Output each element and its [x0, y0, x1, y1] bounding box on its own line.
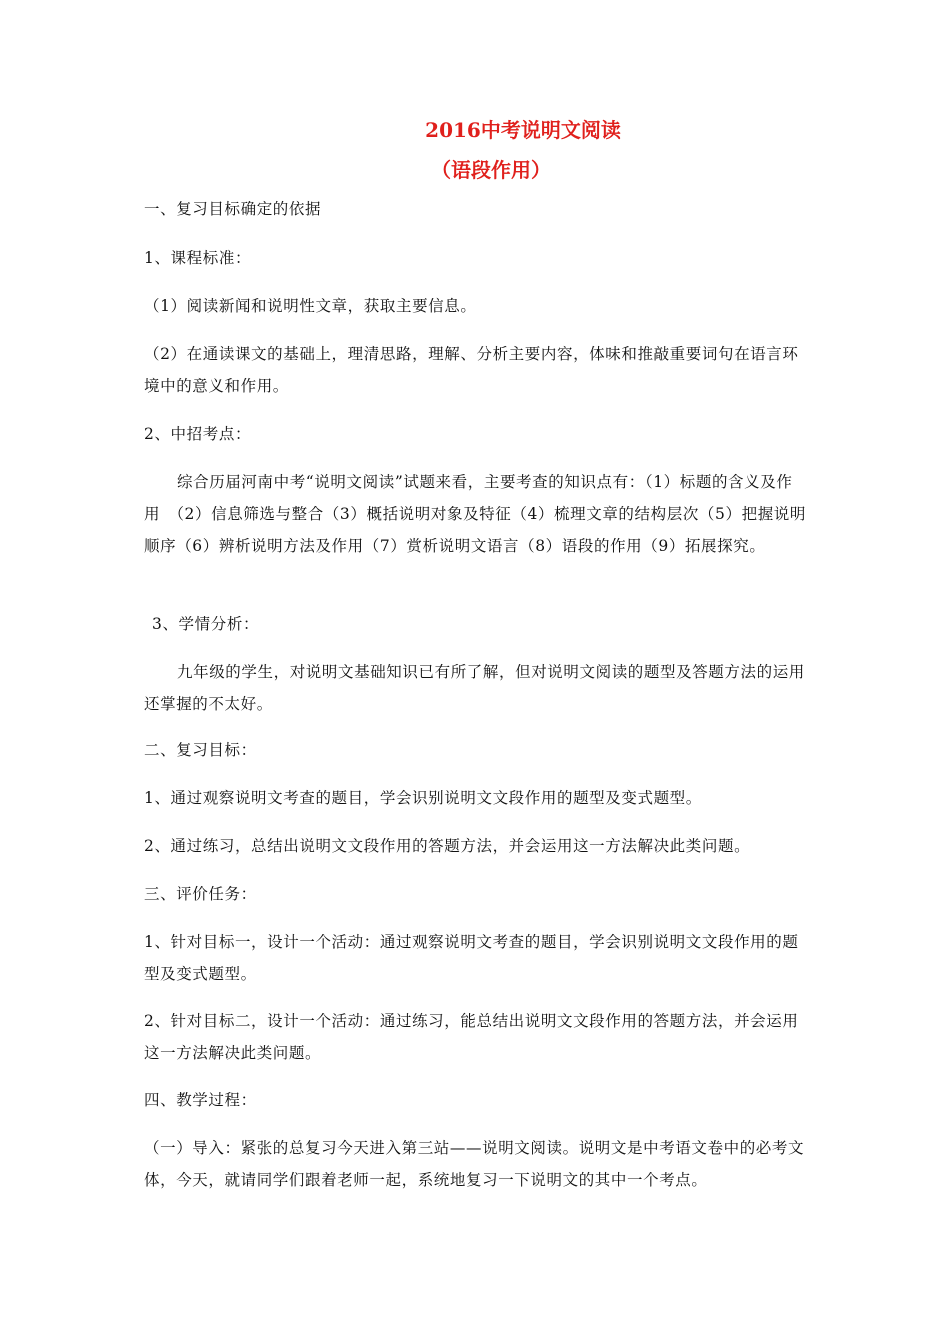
paragraph-learning-analysis: 九年级的学生，对说明文基础知识已有所了解，但对说明文阅读的题型及答题方法的运用还掌握的不太好。 [144, 663, 805, 713]
paragraph-standard-2: （2）在通读课文的基础上，理清思路，理解、分析主要内容，体味和推敲重要词句在语言环境中的意义和作用。 [144, 345, 799, 395]
document-subtitle: （语段作用） [431, 158, 551, 182]
paragraph-evaluation-1: 1、针对目标一，设计一个活动：通过观察说明文考查的题目，学会识别说明文文段作用的题型及变式题型。 [144, 933, 799, 983]
subsection-curriculum-standard: 1、课程标准： [144, 249, 252, 267]
paragraph-evaluation-2: 2、针对目标二，设计一个活动：通过练习，能总结出说明文文段作用的答题方法，并会运用这一方法解决此类问题。 [144, 1012, 799, 1062]
section-heading-basis: 一、复习目标确定的依据 [144, 200, 322, 218]
paragraph-standard-1: （1）阅读新闻和说明性文章，获取主要信息。 [144, 297, 477, 315]
document-title: 2016中考说明文阅读 [425, 118, 621, 142]
paragraph-goal-2: 2、通过练习，总结出说明文文段作用的答题方法，并会运用这一方法解决此类问题。 [144, 837, 751, 855]
section-heading-goals: 二、复习目标： [144, 741, 257, 759]
section-heading-process: 四、教学过程： [144, 1091, 257, 1109]
subsection-learning-analysis: 3、学情分析： [152, 615, 260, 633]
paragraph-introduction: （一）导入：紧张的总复习今天进入第三站——说明文阅读。说明文是中考语文卷中的必考文体，今天，就请同学们跟着老师一起，系统地复习一下说明文的其中一个考点。 [144, 1139, 805, 1189]
section-heading-evaluation: 三、评价任务： [144, 885, 257, 903]
subsection-exam-points: 2、中招考点： [144, 425, 252, 443]
paragraph-goal-1: 1、通过观察说明文考查的题目，学会识别说明文文段作用的题型及变式题型。 [144, 789, 702, 807]
paragraph-exam-points: 综合历届河南中考“说明文阅读”试题来看，主要考查的知识点有：（1）标题的含义及作用 （2）信息筛选与整合（3）概括说明对象及特征（4）梳理文章的结构层次（5）把握说明顺序（6）辨析说明方法及作用（7）赏析说明文语言（8）语段的作用（9）拓展探究。 [144, 473, 806, 555]
